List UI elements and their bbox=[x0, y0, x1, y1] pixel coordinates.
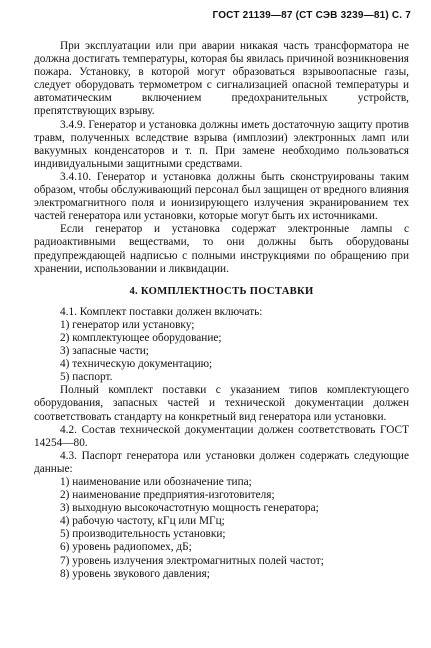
paragraph-4-1: 4.1. Комплект поставки должен включать: bbox=[60, 305, 263, 318]
list-item: 3) запасные части; bbox=[60, 345, 149, 358]
list-item: 2) наименование предприятия-изготовителя; bbox=[60, 489, 275, 502]
list-item: 3) выходную высокочастотную мощность генератора; bbox=[60, 502, 319, 515]
list-item: 4) рабочую частоту, кГц или МГц; bbox=[60, 515, 225, 528]
paragraph-4-2: 4.2. Состав технической документации должен соответствовать ГОСТ 14254—80. bbox=[34, 423, 409, 449]
list-item: 5) паспорт. bbox=[60, 371, 113, 384]
document-body bbox=[34, 40, 409, 581]
paragraph-transformer: При эксплуатации или при аварии никакая часть трансформатора не должна достигать температуры, которая бы явилась причиной возникновения пожара. Установку, в которой могут образоваться взрывоопасные газы, следует оборудовать термометром с сигнализацией опасной температуры и автоматическим включением предохранительных устройств, препятствующих взрыву. bbox=[34, 40, 409, 118]
list-item: 5) производительность установки; bbox=[60, 528, 226, 541]
paragraph-4-3: 4.3. Паспорт генератора или установки должен содержать следующие данные: bbox=[34, 449, 409, 475]
paragraph-3-4-10: 3.4.10. Генератор и установка должны быть сконструированы таким образом, чтобы обслуживающий персонал был защищен от вредного влияния электромагнитного поля и ионизирующего излучения экранированием тех частей генератора или установки, которые могут быть их источниками. bbox=[34, 170, 409, 223]
list-item: 1) наименование или обозначение типа; bbox=[60, 476, 252, 488]
list-item: 4) техническую документацию; bbox=[60, 358, 213, 371]
paragraph-full-set: Полный комплект поставки с указанием типов комплектующего оборудования, запасных частей и технической документации должен соответствовать стандарту на конкретный вид генератора или установки. bbox=[34, 384, 409, 423]
list-item: 1) генератор или установку; bbox=[60, 318, 195, 331]
list-item: 6) уровень радиопомех, дБ; bbox=[60, 541, 192, 554]
section-heading: 4. КОМПЛЕКТНОСТЬ ПОСТАВКИ bbox=[129, 285, 314, 297]
list-item: 8) уровень звукового давления; bbox=[60, 567, 210, 580]
page-header: ГОСТ 21139—87 (СТ СЭВ 3239—81) С. 7 bbox=[212, 10, 411, 21]
paragraph-3-4-9: 3.4.9. Генератор и установка должны иметь достаточную защиту против травм, полученных вследствие взрыва (имплозии) электронных ламп или вакуумных конденсаторов и т. п. При замене необходимо пользоваться индивидуальными защитными средствами. bbox=[34, 118, 409, 170]
list-4-1 bbox=[34, 319, 409, 384]
list-item: 7) уровень излучения электромагнитных полей частот; bbox=[60, 554, 324, 567]
list-4-3 bbox=[34, 476, 409, 581]
list-item: 2) комплектующее оборудование; bbox=[60, 331, 222, 344]
paragraph-radioactive-lamps: Если генератор и установка содержат электронные лампы с радиоактивными веществами, то они должны быть оборудованы предупреждающей надписью с полными инструкциями по обращению при хранении, использовании и ликвидации. bbox=[34, 223, 409, 275]
